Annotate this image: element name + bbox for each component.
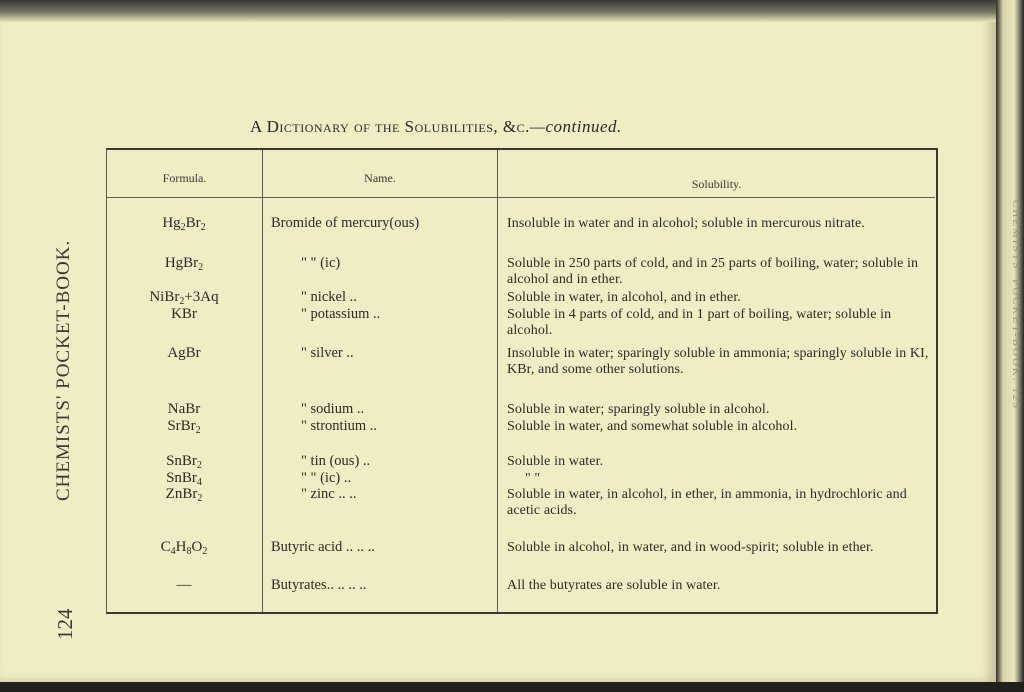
solubility-cell: " " — [525, 471, 541, 486]
bottom-page-edge — [0, 682, 1024, 692]
formula-cell: $Hg_2Br_2$ — [162, 215, 206, 233]
name-cell: Butyric acid .. .. .. — [271, 539, 375, 555]
header-name: Name. — [364, 171, 396, 185]
name-cell: " " (ic) — [301, 255, 341, 271]
formula-cell: SrBr$_2$ — [167, 418, 201, 436]
formula-cell: AgBr — [167, 345, 201, 361]
solubility-cell: Insoluble in water and in alcohol; soluble in mercurous nitrate. — [507, 216, 865, 231]
name-cell: " nickel .. — [301, 289, 357, 305]
formula-cell: — — [176, 577, 192, 593]
heading-main: Dictionary of the Solubilities, &c. — [266, 117, 530, 136]
formula-cell: SnBr$_4$ — [166, 470, 202, 488]
top-page-edge — [0, 0, 1024, 22]
formula-cell: KBr — [171, 306, 197, 322]
name-cell: " zinc .. .. — [301, 486, 357, 502]
header-rule — [263, 197, 497, 198]
header-rule — [107, 197, 262, 198]
header-solubility: Solubility. — [691, 177, 742, 191]
name-cell: " strontium .. — [301, 418, 378, 434]
column-divider — [262, 150, 263, 612]
formula-cell: NaBr — [167, 401, 201, 417]
formula-cell: $C_4H_8O_2$ — [160, 539, 208, 557]
heading-prefix: A — [250, 117, 267, 136]
name-cell: " potassium .. — [301, 306, 381, 322]
solubility-cell: Soluble in 250 parts of cold, and in 25 parts of boiling, water; soluble in alcohol and in ether. — [507, 256, 919, 287]
formula-cell: SnBr$_2$ — [166, 453, 202, 471]
formula-cell: ZnBr$_2$ — [165, 486, 203, 504]
header-formula: Formula. — [162, 171, 207, 185]
name-cell: Bromide of mercury(ous) — [271, 215, 420, 231]
formula-cell: HgBr$_2$ — [164, 255, 204, 273]
solubility-cell: Soluble in water, in alcohol, in ether, in ammonia, in hydrochloric and acetic acids. — [507, 487, 907, 518]
name-cell: Butyrates.. .. .. .. — [271, 577, 367, 593]
solubility-cell: Soluble in 4 parts of cold, and in 1 part of boiling, water; soluble in alcohol. — [507, 307, 892, 338]
name-cell: " silver .. — [301, 345, 354, 361]
solubility-cell: Soluble in water; sparingly soluble in alcohol. — [507, 402, 770, 417]
solubility-table — [106, 148, 938, 614]
page-number: 124 — [53, 608, 77, 640]
solubility-cell: Soluble in water, in alcohol, and in ether. — [507, 290, 741, 305]
solubility-cell: All the butyrates are soluble in water. — [507, 578, 721, 593]
solubility-cell: Soluble in water. — [507, 454, 604, 469]
facing-page-fragment: CHEMISTS' POCKET-BOOK. 125 — [1010, 200, 1022, 410]
name-cell: " " (ic) .. — [301, 470, 352, 486]
page-heading — [250, 117, 810, 137]
running-title: CHEMISTS' POCKET-BOOK. — [53, 239, 74, 501]
heading-suffix: —continued. — [529, 117, 622, 136]
solubility-cell: Soluble in water, and somewhat soluble in alcohol. — [507, 419, 798, 434]
name-cell: " sodium .. — [301, 401, 365, 417]
solubility-cell: Soluble in alcohol, in water, and in wood-spirit; soluble in ether. — [507, 540, 874, 555]
right-page-edge — [996, 0, 1024, 692]
header-rule — [498, 197, 935, 198]
name-cell: " tin (ous) .. — [301, 453, 371, 469]
solubility-cell: Insoluble in water; sparingly soluble in ammonia; sparingly soluble in KI, KBr, and some other solutions. — [507, 346, 929, 377]
formula-cell: NiBr$_2$+3Aq — [149, 289, 219, 307]
